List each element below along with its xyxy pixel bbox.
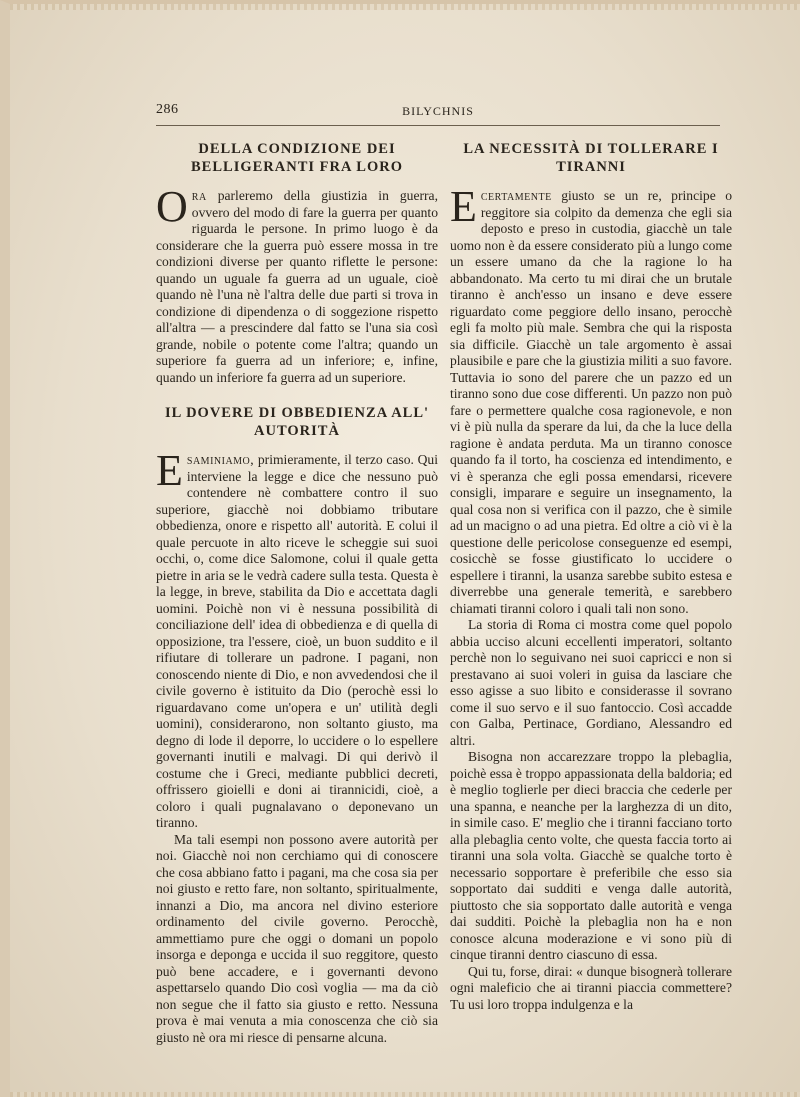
paragraph — [450, 182, 732, 617]
section-heading-obbedienza: IL DOVERE DI OBBEDIENZA ALL' AUTORITÀ — [164, 405, 430, 439]
paragraph — [156, 182, 438, 386]
small-caps-lead: saminiamo, — [186, 452, 255, 467]
drop-cap: O — [156, 182, 188, 231]
paragraph-text: parleremo della giustizia in guerra, ovvero del modo di fare la guerra per quanto riguarda le persone. In primo luogo è da considerare che la guerra può essere mossa in tre condizioni diverse per quanto riflette le persone: quando un uguale fa guerra ad un uguale, cioè quando nè l'una nè l'altra delle due parti si trova in condizione di dipendenza o di soggezione rispetto all'altra — a prescindere dal fatto se l'una sia così grande, nobile o potente come l'altra; quando un superiore fa guerra ad un inferiore; e, infine, quando un inferiore fa guerra ad un superiore. — [156, 188, 438, 385]
paragraph — [156, 446, 438, 832]
drop-cap: E — [450, 182, 477, 231]
paragraph: Bisogna non accarezzare troppo la plebaglia, poichè essa è troppo appassionata della baldoria; ed è meglio toglierle per dieci braccia che cederle per una spanna, e neanche per la larghezza di un dito, in simile caso. E' meglio che i tiranni facciano torto alla plebaglia cento volte, che questa faccia torto ai tiranni una sola volta. Giacchè se qualche torto è necessario sopportare è preferibile che esso sia sopportato dai sudditi e venga dalle autorità, piuttosto che sia sopportato dalle autorità e venga dai sudditi. Poichè la plebaglia non ha e non conosce alcuna moderazione e vi sono più di cinque tiranni dentro ciascuno di essa. — [450, 749, 732, 962]
paragraph: Qui tu, forse, dirai: « dunque bisognerà tollerare ogni maleficio che ai tiranni piaccia commettere? Tu usi loro troppa indulgenza e la — [450, 963, 732, 1012]
paragraph-text: giusto se un re, principe o reggitore sia colpito da demenza che egli sia deposto e preso in custodia, giacchè un tale uomo non è da essere considerato più a lungo come un essere umano da che la ragione lo ha abbandonato. Ma certo tu mi dirai che un brutale tiranno è anch'esso un insano e deve essere riguardato come peggiore dello insano, perocchè egli fa molto più male. Sembra che qui la risposta sia difficile. Giacchè un tale argomento è assai plausibile e pare che la giustizia militi a suo favore. Tuttavia io sono del parere che un pazzo ed un tiranno sono due cose differenti. Un pazzo non può fare o permettere qualche cosa ragionevole, e non vi è più nulla da sperare da lui, da che la luce della ragione è andata perduta. Ma un tiranno conosce quando fa il torto, ha coscienza ed intendimento, e vi è speranza che egli possa emendarsi, ricevere consigli, imparare e seguire un insegnamento, la qual cosa non si verifica con il pazzo, che è simile ad un macigno o ad una pietra. Ed oltre a ciò vi è la questione delle pericolose conseguenze ed esempi, cosicchè se fosse giustificato lo uccidere o espellere i tiranni, la usanza sarebbe subito estesa e diverrebbe una generale temerità, e sarebbero chiamati tiranni coloro i quali tali non sono. — [450, 188, 732, 616]
drop-cap: E — [156, 446, 183, 495]
paragraph: Ma tali esempi non possono avere autorità per noi. Giacchè noi non cerchiamo qui di conoscere che cosa abbiano fatto i pagani, ma che cosa sia per noi giusto e retto fare, non soltanto, spiritualmente, innanzi a Dio, ma ancora nel divino esteriore ordinamento del civile governo. Perocchè, ammettiamo pure che oggi o domani un popolo insorga e deponga e uccida il suo reggitore, questo può bene accadere, e i governanti devono aspettarselo quando Dio così voglia — ma da ciò non segue che il fatto sia giusto e retto. Nessuna prova è mai venuta a mia conoscenza che ciò sia giusto nè ora mi riesce di pensarne alcuna. — [156, 831, 438, 1045]
paragraph: La storia di Roma ci mostra come quel popolo abbia ucciso alcuni eccellenti imperatori, soltanto perchè non lo seguivano nei suoi capricci e non si prestavano ai suoi voleri in guisa da lasciare che esso agisse a suo libito e considerasse il sovrano come il suo servo e il suo fantoccio. Così accadde con Galba, Pertinace, Gordiano, Alessandro ed altri. — [450, 617, 732, 748]
left-column — [156, 140, 438, 1046]
page-number: 286 — [156, 102, 179, 117]
page-header — [156, 102, 720, 124]
section-heading-tiranni: LA NECESSITÀ DI TOLLERARE I TIRANNI — [463, 141, 719, 175]
page-edge-top — [10, 4, 800, 10]
header-rule — [156, 125, 720, 126]
page-edge-bottom — [10, 1092, 800, 1097]
small-caps-lead: certamente — [480, 188, 552, 203]
right-column — [450, 140, 732, 1013]
section-heading-belligeranti: DELLA CONDIZIONE DEI BELLIGERANTI FRA LORO — [191, 141, 403, 175]
running-title: BILYCHNIS — [402, 104, 474, 118]
paragraph-text: primieramente, il terzo caso. Qui interviene la legge e dice che nessuno può contendere nè combattere contro il suo superiore, giacchè noi dobbiamo tributare obbedienza, onore e rispetto all' autorità. E colui il quale percuote in alto riceve le scheggie sui suoi occhi, o, come dice Salomone, colui il quale getta pietre in aria se le vedrà cadere sulla testa. Questa è la legge, in breve, stabilita da Dio e accettata dagli uomini. Poichè non vi è nessuna possibilità di conciliazione dell' idea di obbedienza e di quella di opposizione, tra l'essere, cioè, un buon suddito e il rifiutare di tollerare un padrone. I pagani, non conoscendo niente di Dio, e non avvedendosi che il civile governo è istituito da Dio (perochè essi lo riguardavano come un'opera e un' utilità degli uomini), considerarono, non soltanto giusto, ma degno di lode il deporre, lo uccidere o lo espellere governanti inutili e malvagi. Di qui derivò il costume che i Greci, mediante pubblici decreti, offrissero gioielli e doni ai tirannicidi, cioè, a coloro i quali pugnalavano o deponevano un tiranno. — [156, 452, 438, 830]
small-caps-lead: ra — [191, 188, 207, 203]
